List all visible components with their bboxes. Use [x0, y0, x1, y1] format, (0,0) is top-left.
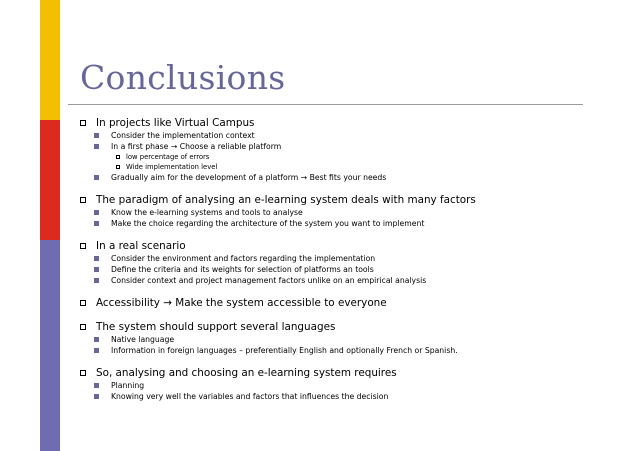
filled-square-bullet-icon: [94, 267, 99, 272]
sub-bullet-text: Knowing very well the variables and factors that influences the decision: [111, 392, 389, 401]
slide-body: [80, 116, 625, 402]
hollow-square-bullet-icon: [80, 300, 86, 306]
sub-bullet-item: [80, 264, 625, 275]
filled-square-bullet-icon: [94, 348, 99, 353]
bullet-item: [80, 320, 625, 334]
sub-bullet-text: In a first phase → Choose a reliable platform: [111, 142, 282, 151]
sub-bullet-text: Planning: [111, 381, 145, 390]
filled-square-bullet-icon: [94, 256, 99, 261]
sub-sub-bullet-text: low percentage of errors: [126, 153, 210, 161]
bullet-item: [80, 239, 625, 253]
filled-square-bullet-icon: [94, 175, 99, 180]
filled-square-bullet-icon: [94, 278, 99, 283]
bullet-item: [80, 116, 625, 130]
hollow-square-bullet-icon: [80, 197, 86, 203]
sub-bullet-text: Make the choice regarding the architecture of the system you want to implement: [111, 219, 425, 228]
sub-bullet-item: [80, 345, 625, 356]
hollow-square-bullet-icon: [80, 120, 86, 126]
sub-bullet-item: [80, 172, 625, 183]
sub-bullet-item: [80, 141, 625, 152]
bullet-item: [80, 366, 625, 380]
sub-bullet-item: [80, 380, 625, 391]
bullet-text: The system should support several languages: [96, 321, 336, 333]
filled-square-bullet-icon: [94, 221, 99, 226]
sub-bullet-item: [80, 391, 625, 402]
bullet-item: [80, 296, 625, 310]
filled-square-bullet-icon: [94, 394, 99, 399]
bullet-item: [80, 193, 625, 207]
sub-sub-bullet-item: [80, 162, 625, 172]
bullet-text: In a real scenario: [96, 240, 186, 252]
sub-bullet-text: Gradually aim for the development of a platform → Best fits your needs: [111, 173, 387, 182]
accent-bar-yellow: [40, 0, 60, 120]
slide-title: Conclusions: [80, 58, 286, 97]
filled-square-bullet-icon: [94, 337, 99, 342]
sub-bullet-text: Define the criteria and its weights for selection of platforms an tools: [111, 265, 374, 274]
sub-bullet-item: [80, 253, 625, 264]
sub-bullet-text: Know the e-learning systems and tools to analyse: [111, 208, 303, 217]
bullet-text: Accessibility → Make the system accessible to everyone: [96, 297, 387, 309]
filled-square-bullet-icon: [94, 210, 99, 215]
bullet-text: In projects like Virtual Campus: [96, 117, 255, 129]
sub-bullet-item: [80, 218, 625, 229]
filled-square-bullet-icon: [94, 383, 99, 388]
sub-bullet-item: [80, 275, 625, 286]
sub-bullet-item: [80, 334, 625, 345]
accent-bar-red: [40, 120, 60, 240]
title-divider: [68, 104, 583, 105]
sub-bullet-item: [80, 130, 625, 141]
bullet-text: So, analysing and choosing an e-learning system requires: [96, 367, 397, 379]
sub-bullet-text: Native language: [111, 335, 175, 344]
sub-bullet-item: [80, 207, 625, 218]
bullet-text: The paradigm of analysing an e-learning system deals with many factors: [96, 194, 476, 206]
small-hollow-square-bullet-icon: [116, 155, 120, 159]
sub-bullet-text: Consider context and project management factors unlike on an empirical analysis: [111, 276, 427, 285]
filled-square-bullet-icon: [94, 144, 99, 149]
small-hollow-square-bullet-icon: [116, 165, 120, 169]
hollow-square-bullet-icon: [80, 324, 86, 330]
hollow-square-bullet-icon: [80, 370, 86, 376]
sub-sub-bullet-text: Wide implementation level: [126, 163, 218, 171]
hollow-square-bullet-icon: [80, 243, 86, 249]
sub-bullet-text: Consider the implementation context: [111, 131, 255, 140]
filled-square-bullet-icon: [94, 133, 99, 138]
sub-sub-bullet-item: [80, 152, 625, 162]
sub-bullet-text: Information in foreign languages – preferentially English and optionally French or Spanish.: [111, 346, 458, 355]
accent-bar-purple: [40, 240, 60, 451]
sub-bullet-text: Consider the environment and factors regarding the implementation: [111, 254, 376, 263]
